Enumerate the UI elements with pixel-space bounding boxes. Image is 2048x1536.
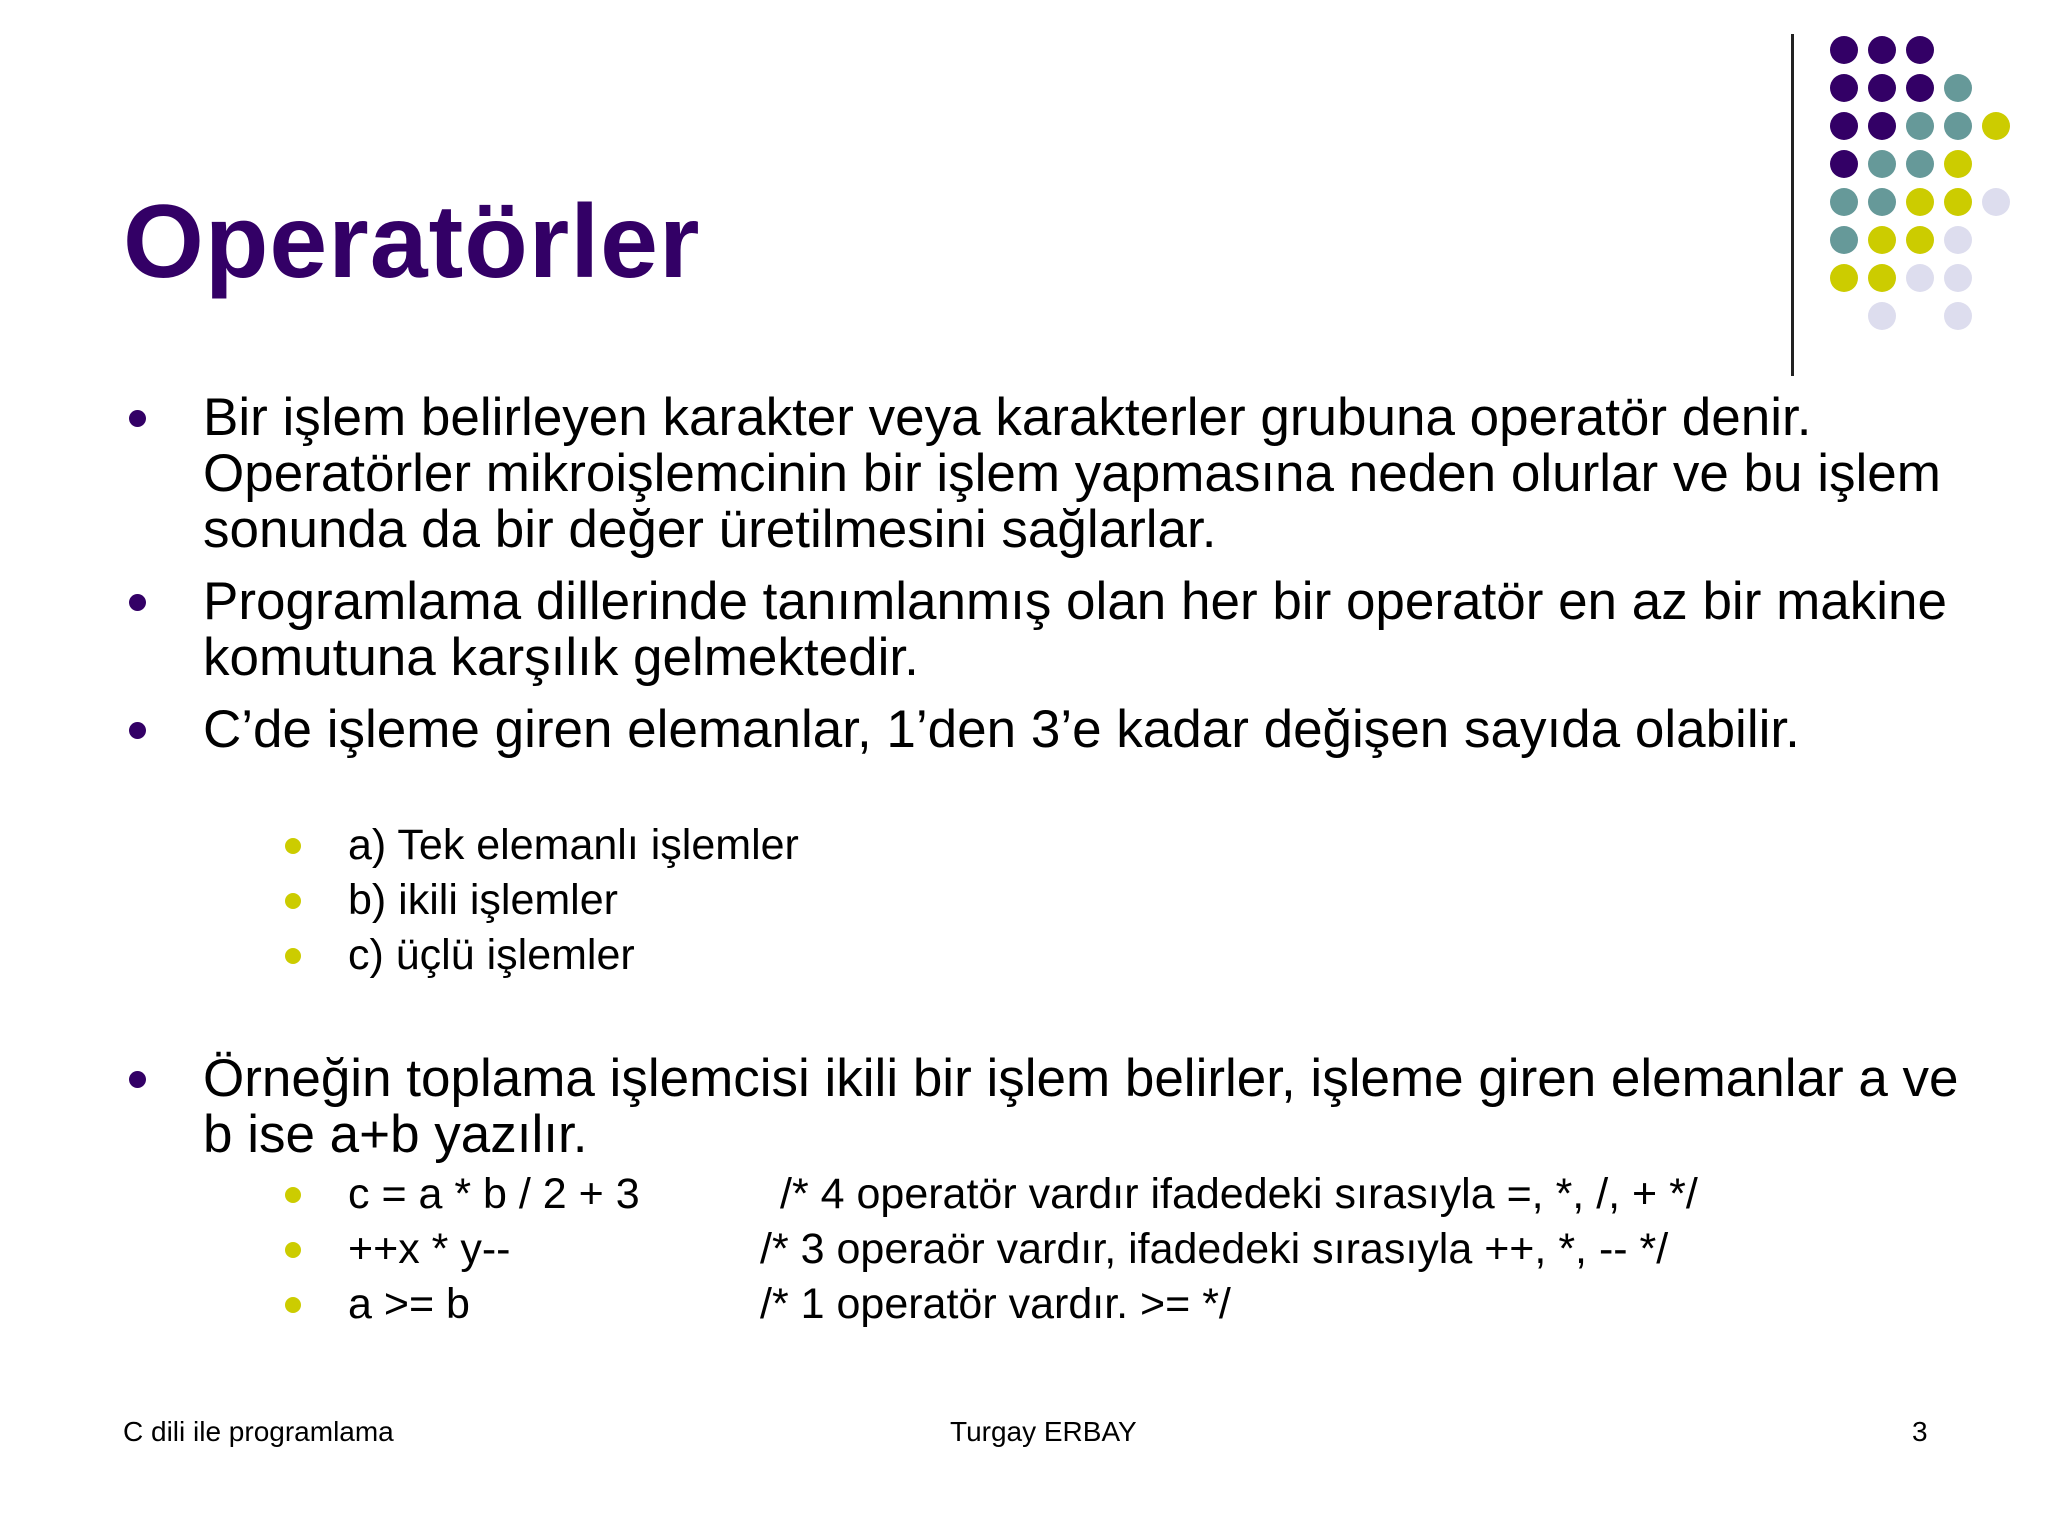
footer-author: Turgay ERBAY: [950, 1416, 1137, 1447]
example-expression: ++x * y--: [348, 1225, 511, 1273]
bullet-text: Örneğin toplama işlemcisi ikili bir işlem belirler, işleme giren elemanlar a ve b ise a+b yazılır.: [203, 1049, 1959, 1164]
decor-dot: [1830, 36, 1858, 64]
decor-dot: [1944, 74, 1972, 102]
bullet-text: Programlama dillerinde tanımlanmış olan her bir operatör en az bir makine komutuna karşılık gelmektedir.: [203, 572, 1947, 687]
sub-bullet-dot-icon: [285, 948, 301, 964]
decor-dot: [1944, 226, 1972, 254]
sub-item-text: c) üçlü işlemler: [348, 931, 635, 979]
bullet-item: [123, 702, 1983, 758]
decor-dot: [1944, 188, 1972, 216]
sub-item-text: b) ikili işlemler: [348, 876, 618, 924]
decor-dot: [1944, 112, 1972, 140]
decor-dot: [1944, 150, 1972, 178]
decor-dot: [1868, 188, 1896, 216]
example-comment: /* 4 operatör vardır ifadedeki sırasıyla =, *, /, + */: [780, 1170, 1698, 1218]
bullet-text: Bir işlem belirleyen karakter veya karakterler grubuna operatör denir. Operatörler mikroişlemcinin bir işlem yapmasına neden olurlar ve bu işlem sonunda da bir değer üretilmesini sağlarlar.: [203, 388, 1941, 559]
page-number: 3: [1912, 1416, 1928, 1447]
bullet-dot-icon: [129, 1071, 146, 1088]
sub-bullet-dot-icon: [285, 893, 301, 909]
decor-dot: [1906, 74, 1934, 102]
sub-item-text: a) Tek elemanlı işlemler: [348, 821, 799, 869]
decor-dot: [1868, 264, 1896, 292]
decor-dot: [1944, 264, 1972, 292]
decor-dot: [1982, 188, 2010, 216]
footer-left: C dili ile programlama: [123, 1416, 394, 1447]
sub-item: [123, 928, 1983, 983]
decor-dot: [1906, 36, 1934, 64]
sub-bullet-dot-icon: [285, 1242, 301, 1258]
sub-bullet-dot-icon: [285, 838, 301, 854]
decor-dot: [1830, 112, 1858, 140]
bullet-item: [123, 574, 1983, 686]
example-comment: /* 1 operatör vardır. >= */: [760, 1280, 1231, 1328]
decor-dot: [1868, 226, 1896, 254]
example-expression: a >= b: [348, 1280, 470, 1328]
decor-dot: [1868, 74, 1896, 102]
decor-dot: [1906, 188, 1934, 216]
decor-dot: [1906, 226, 1934, 254]
slide-body: [123, 390, 1983, 1332]
decor-dot: [1868, 302, 1896, 330]
example-item: [123, 1222, 1983, 1277]
decor-dot: [1868, 112, 1896, 140]
slide-title: Operatörler: [123, 184, 701, 300]
bullet-text: C’de işleme giren elemanlar, 1’den 3’e kadar değişen sayıda olabilir.: [203, 700, 1800, 759]
example-expression: c = a * b / 2 + 3: [348, 1170, 640, 1218]
decor-dot: [1830, 150, 1858, 178]
bullet-item: [123, 1051, 1983, 1163]
decor-dot: [1830, 264, 1858, 292]
sub-bullet-dot-icon: [285, 1187, 301, 1203]
sub-item: [123, 873, 1983, 928]
bullet-dot-icon: [129, 410, 146, 427]
bullet-dot-icon: [129, 594, 146, 611]
decor-dot: [1906, 264, 1934, 292]
example-comment: /* 3 operaör vardır, ifadedeki sırasıyla ++, *, -- */: [760, 1225, 1669, 1273]
decor-dot: [1868, 36, 1896, 64]
bullet-dot-icon: [129, 722, 146, 739]
decor-dot: [1830, 188, 1858, 216]
decor-dot: [1906, 150, 1934, 178]
sub-item: [123, 818, 1983, 873]
decor-dot: [1830, 226, 1858, 254]
sub-bullet-dot-icon: [285, 1297, 301, 1313]
bullet-item: [123, 390, 1983, 558]
decor-dot: [1868, 150, 1896, 178]
decor-dot: [1830, 74, 1858, 102]
decor-dot: [1944, 302, 1972, 330]
example-item: [123, 1167, 1983, 1222]
decor-dot: [1906, 112, 1934, 140]
example-item: [123, 1277, 1983, 1332]
title-divider-line: [1791, 34, 1794, 376]
decor-dot: [1982, 112, 2010, 140]
